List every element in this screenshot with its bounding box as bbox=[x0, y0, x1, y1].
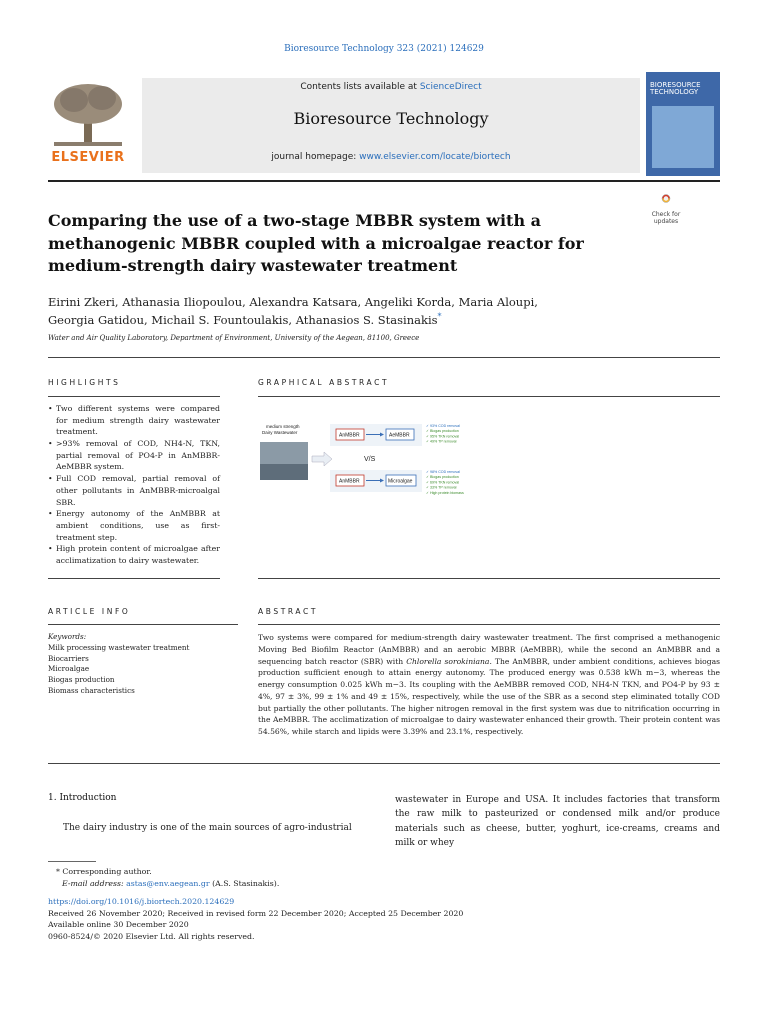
ga-result-item: ✓ 49% TP removal bbox=[426, 439, 457, 444]
ga-result-item: ✓ 93% COD removal bbox=[426, 424, 460, 428]
check-for-updates-label[interactable]: Check for updates bbox=[651, 211, 681, 225]
contents-line bbox=[142, 82, 640, 92]
ga-arrow-icon bbox=[312, 452, 332, 466]
journal-homepage-line bbox=[142, 152, 640, 162]
email-link[interactable]: astas@env.aegean.gr bbox=[126, 879, 210, 889]
footnote-rule bbox=[48, 861, 96, 862]
corresponding-footnote bbox=[48, 866, 279, 878]
footnote bbox=[48, 866, 279, 890]
graphical-abstract-heading: GRAPHICAL ABSTRACT bbox=[258, 378, 390, 387]
ga-result-item: ✓ 95% TKN removal bbox=[426, 434, 460, 439]
introduction-col2: wastewater in Europe and USA. It includes factories that transform the raw milk to pasteurized or condensed milk and/or produce materials such as cheese, butter, yoghurt, ice-creams, creams and milk or whey bbox=[395, 795, 720, 849]
abstract-bottom-rule bbox=[48, 763, 720, 764]
graphical-abstract-rule bbox=[258, 396, 720, 397]
elsevier-tree-logo-icon bbox=[48, 80, 128, 148]
ga-vs-label: V/S bbox=[364, 456, 376, 463]
ga-results-bottom bbox=[426, 470, 464, 495]
authors-line-2-text: Georgia Gatidou, Michail S. Fountoulakis, Athanasios S. Stasinakis bbox=[48, 312, 438, 327]
footnote-mark: * bbox=[56, 867, 60, 876]
homepage-prefix: journal homepage: bbox=[271, 152, 360, 162]
keyword-item: Biogas production bbox=[48, 675, 115, 685]
abstract-rule bbox=[258, 624, 720, 625]
authors-line-1: Eirini Zkeri, Athanasia Iliopoulou, Alexandra Katsara, Angeliki Korda, Maria Aloupi, bbox=[48, 295, 538, 309]
keyword-item: Biocarriers bbox=[48, 653, 89, 663]
abstract-text bbox=[258, 632, 720, 738]
abstract-heading: ABSTRACT bbox=[258, 607, 319, 616]
keywords-label: Keywords: bbox=[48, 632, 87, 641]
keyword-item: Microalgae bbox=[48, 664, 90, 674]
sciencedirect-link[interactable]: ScienceDirect bbox=[419, 82, 482, 92]
email-label: E-mail address: bbox=[62, 879, 127, 889]
highlight-item: • High protein content of microalgae after acclimatization to dairy wastewater. bbox=[48, 543, 220, 566]
highlight-item: • Full COD removal, partial removal of other pollutants in AnMBBR-microalgal SBR. bbox=[48, 473, 220, 508]
available-online: Available online 30 December 2020 bbox=[48, 920, 189, 930]
journal-citation[interactable]: Bioresource Technology 323 (2021) 124629 bbox=[284, 44, 484, 54]
masthead-rule bbox=[48, 180, 720, 182]
email-footnote bbox=[48, 878, 279, 890]
ga-source-label-1: medium strength bbox=[266, 424, 300, 429]
ga-result-item: ✓ Biogas production bbox=[426, 429, 459, 434]
header-rule bbox=[48, 357, 720, 358]
keyword-item: Milk processing wastewater treatment bbox=[48, 642, 190, 652]
highlights-list bbox=[48, 403, 220, 567]
graphical-abstract-figure bbox=[258, 412, 490, 502]
elsevier-logo: ELSEVIER bbox=[51, 150, 125, 165]
doi-link[interactable]: https://doi.org/10.1016/j.biortech.2020.124629 bbox=[48, 897, 235, 906]
article-info-heading: ARTICLE INFO bbox=[48, 607, 131, 616]
check-for-updates-icon[interactable] bbox=[648, 194, 684, 212]
cover-image bbox=[652, 106, 714, 168]
highlights-bottom-rule bbox=[48, 578, 220, 579]
highlights-rule bbox=[48, 396, 220, 397]
journal-masthead bbox=[142, 78, 640, 173]
copyright: 0960-8524/© 2020 Elsevier Ltd. All rights reserved. bbox=[48, 932, 255, 942]
graphical-abstract-bottom-rule bbox=[258, 578, 720, 579]
ga-result-item: ✓ 98% COD removal bbox=[426, 470, 460, 474]
ga-result-item: ✓ High protein biomass bbox=[426, 490, 464, 495]
affiliation: Water and Air Quality Laboratory, Department of Environment, University of the Aegean, 81100, Greece bbox=[48, 334, 420, 342]
ga-result-item: ✓ Biogas production bbox=[426, 475, 459, 480]
ga-box-anmbbr-2-label: AnMBBR bbox=[339, 478, 360, 485]
email-suffix: (A.S. Stasinakis). bbox=[209, 879, 280, 889]
highlight-item: • Energy autonomy of the AnMBBR at ambient conditions, use as first-treatment step. bbox=[48, 508, 220, 543]
introduction-heading: 1. Introduction bbox=[48, 793, 117, 803]
ga-box-aembbr-label: AeMBBR bbox=[389, 432, 410, 439]
ga-result-item: ✓ 33% TP removal bbox=[426, 485, 457, 490]
article-info-rule bbox=[48, 624, 238, 625]
ga-box-anmbbr-1-label: AnMBBR bbox=[339, 432, 360, 439]
keywords-block bbox=[48, 632, 238, 697]
cover-title bbox=[650, 82, 716, 97]
cover-title-line-1: BIORESOURCE bbox=[650, 81, 701, 89]
abstract-text-part-2: . The AnMBBR, under ambient conditions, achieves biogas production sufficient enough to attain energy autonomy. The produced energy was 0.538 kWh m−3, whereas the energy consumption 0.025 kWh m−3. Its coupling with the AeMBBR removed COD, NH4-N TKN, and PO4-P by 93 ± 4%, 97 ± 3%, 99 ± 1% and 49 ± 15%, respectively, while the use of the SBR as a second step eliminated totally COD but partially the other pollutants. The higher nitrogen removal in the first system was due to nitrification occurring in the AeMBBR. The acclimatization of microalgae to dairy wastewater enhanced their growth. Their protein content was 54.56%, while starch and lipids were 3.39% and 23.1%, respectively. bbox=[258, 656, 720, 737]
journal-cover-thumbnail bbox=[646, 72, 720, 176]
article-footer bbox=[48, 896, 463, 943]
species-name: Chlorella sorokiniana bbox=[406, 656, 490, 666]
ga-result-item: ✓ 69% TKN removal bbox=[426, 480, 460, 485]
ga-results-top bbox=[426, 424, 460, 444]
highlights-heading: HIGHLIGHTS bbox=[48, 378, 121, 387]
article-title: Comparing the use of a two-stage MBBR system with a methanogenic MBBR coupled with a microalgae reactor for medium-strength dairy wastewater treatment bbox=[48, 211, 584, 276]
contents-prefix: Contents lists available at bbox=[300, 82, 420, 92]
journal-homepage-link[interactable]: www.elsevier.com/locate/biortech bbox=[359, 152, 511, 162]
author-list bbox=[48, 294, 648, 328]
ga-box-microalgae-label: Microalgae bbox=[388, 478, 413, 485]
received-dates: Received 26 November 2020; Received in revised form 22 December 2020; Accepted 25 December 2020 bbox=[48, 908, 464, 918]
introduction-col1: The dairy industry is one of the main sources of agro-industrial bbox=[63, 823, 352, 833]
keyword-item: Biomass characteristics bbox=[48, 685, 135, 695]
ga-source-label-2: Dairy Wastewater bbox=[262, 430, 298, 435]
authors-line-2 bbox=[48, 311, 648, 329]
highlight-item: • >93% removal of COD, NH4-N, TKN, partial removal of PO4-P in AnMBBR-AeMBBR system. bbox=[48, 438, 220, 473]
cover-title-line-2: TECHNOLOGY bbox=[650, 88, 699, 97]
abstract-text-part-1: Two systems were compared for medium-strength dairy wastewater treatment. The first comprised a methanogenic Moving Bed Biofilm Reactor (AnMBBR) and an aerobic MBBR (AeMBBR), while the second an AnMBBR and a sequencing batch reactor (SBR) with bbox=[258, 633, 720, 666]
journal-title: Bioresource Technology bbox=[293, 109, 489, 128]
highlight-item: • Two different systems were compared for medium strength dairy wastewater treatment. bbox=[48, 403, 220, 438]
corresponding-footnote-text: Corresponding author. bbox=[62, 867, 152, 876]
corresponding-author-mark[interactable]: * bbox=[437, 311, 442, 321]
